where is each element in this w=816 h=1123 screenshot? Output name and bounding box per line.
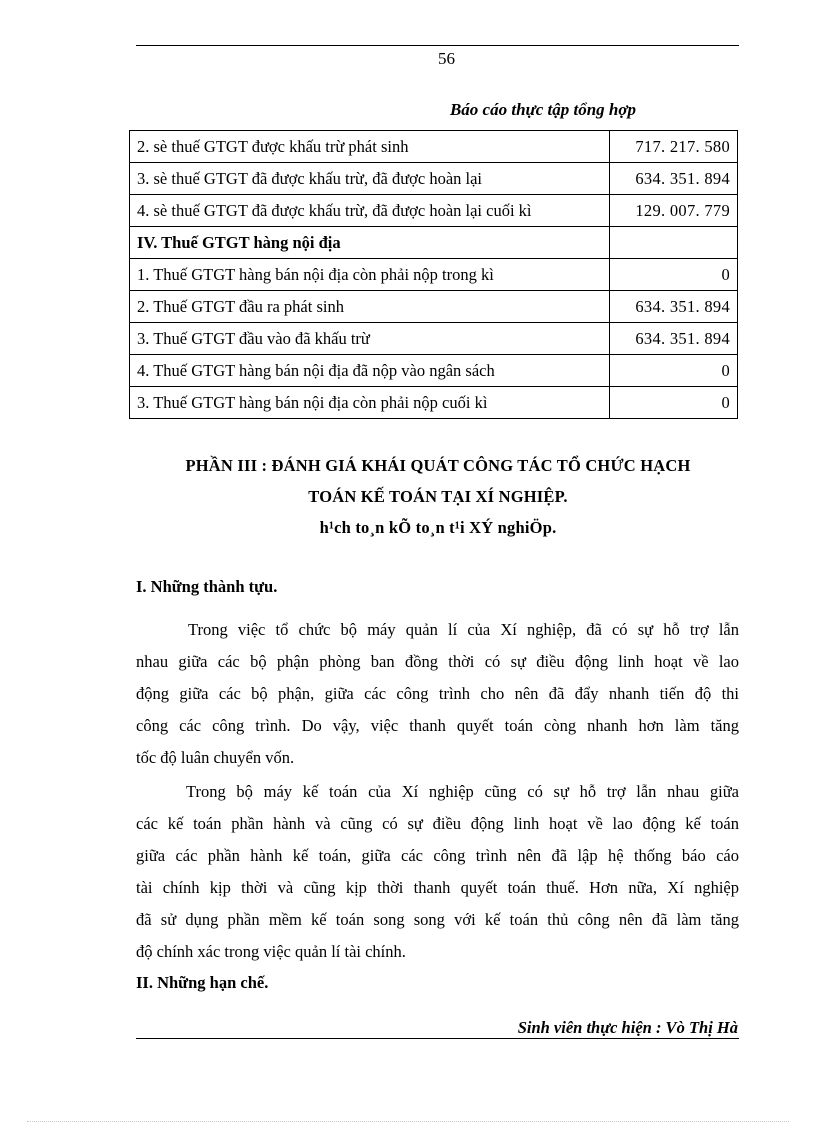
- page-bottom-dotted-line: [27, 1121, 789, 1122]
- paragraph-line: công các công trình. Do vậy, việc thanh quyết toán còng nhanh hơn làm tăng: [136, 716, 739, 735]
- paragraph-line: tài chính kịp thời và cũng kịp thời thanh quyết toán thuế. Hơn nữa, Xí nghiệp: [136, 878, 739, 897]
- section1-paragraph1: [136, 614, 739, 774]
- paragraph-line: nhau giữa các bộ phận phòng ban đồng thời có sự điều động linh hoạt về lao: [136, 652, 739, 671]
- paragraph-line: Trong việc tổ chức bộ máy quản lí của Xí nghiệp, đã có sự hỗ trợ lẫn: [188, 620, 739, 639]
- table-row: [130, 163, 738, 195]
- row-value: 129. 007. 779: [610, 195, 738, 227]
- part-heading-line1: PHẦN III : ĐÁNH GIÁ KHÁI QUÁT CÔNG TÁC TỔ CHỨC HẠCH: [185, 456, 691, 475]
- row-value: 634. 351. 894: [610, 291, 738, 323]
- footer-rule: [136, 1038, 739, 1039]
- row-label: 3. Thuế GTGT hàng bán nội địa còn phải nộp cuối kì: [130, 387, 610, 419]
- table-row: [130, 131, 738, 163]
- row-value: 0: [610, 259, 738, 291]
- row-label: 4. Thuế GTGT hàng bán nội địa đã nộp vào ngân sách: [130, 355, 610, 387]
- table-row: [130, 195, 738, 227]
- row-label: 3. sè thuế GTGT đã được khấu trừ, đã được hoàn lại: [130, 163, 610, 195]
- section1-title: I. Những thành tựu.: [136, 577, 278, 596]
- paragraph-line: độ chính xác trong việc quản lí tài chính.: [136, 942, 406, 961]
- tax-table: [129, 130, 738, 419]
- paragraph-line: đã sử dụng phần mềm kế toán song song với kế toán thủ công nên đã làm tăng: [136, 910, 739, 929]
- row-value: 634. 351. 894: [610, 323, 738, 355]
- part-heading: [100, 450, 776, 543]
- row-label: 1. Thuế GTGT hàng bán nội địa còn phải nộp trong kì: [130, 259, 610, 291]
- row-label: 2. sè thuế GTGT được khấu trừ phát sinh: [130, 131, 610, 163]
- row-label: 4. sè thuế GTGT đã được khấu trừ, đã được hoàn lại cuối kì: [130, 195, 610, 227]
- row-value: 0: [610, 355, 738, 387]
- section1-paragraph2: [136, 776, 739, 968]
- row-value: [610, 227, 738, 259]
- table-row: [130, 387, 738, 419]
- paragraph-line: giữa các phần hành kế toán, giữa các công trình nên đã lập hệ thống báo cáo: [136, 846, 739, 865]
- row-value: 634. 351. 894: [610, 163, 738, 195]
- part-heading-line2: TOÁN KẾ TOÁN TẠI XÍ NGHIỆP.: [308, 487, 568, 506]
- row-label: IV. Thuế GTGT hàng nội địa: [130, 227, 610, 259]
- table-row: [130, 291, 738, 323]
- row-value: 717. 217. 580: [610, 131, 738, 163]
- table-row: [130, 259, 738, 291]
- row-value: 0: [610, 387, 738, 419]
- table-row: [130, 227, 738, 259]
- section2-title: II. Những hạn chế.: [136, 973, 269, 992]
- table-row: [130, 355, 738, 387]
- report-title: Báo cáo thực tập tổng hợp: [449, 100, 636, 119]
- row-label: 3. Thuế GTGT đầu vào đã khấu trừ: [130, 323, 610, 355]
- part-heading-line3: h¹ch to¸n kÕ to¸n t¹i XÝ nghiÖp.: [319, 518, 557, 537]
- table-row: [130, 323, 738, 355]
- row-label: 2. Thuế GTGT đầu ra phát sinh: [130, 291, 610, 323]
- header-rule: [136, 45, 739, 46]
- paragraph-line: tốc độ luân chuyển vốn.: [136, 748, 295, 767]
- paragraph-line: động giữa các bộ phận, giữa các công trình cho nên đã đẩy nhanh tiến độ thi: [136, 684, 739, 703]
- paragraph-line: các kế toán phần hành và cũng có sự điều động linh hoạt về lao động kế toán: [136, 814, 739, 833]
- page-number: 56: [438, 49, 455, 68]
- paragraph-line: Trong bộ máy kế toán của Xí nghiệp cũng có sự hỗ trợ lẫn nhau giữa: [186, 782, 739, 801]
- footer-signature: Sinh viên thực hiện : Vò Thị Hà: [517, 1018, 738, 1037]
